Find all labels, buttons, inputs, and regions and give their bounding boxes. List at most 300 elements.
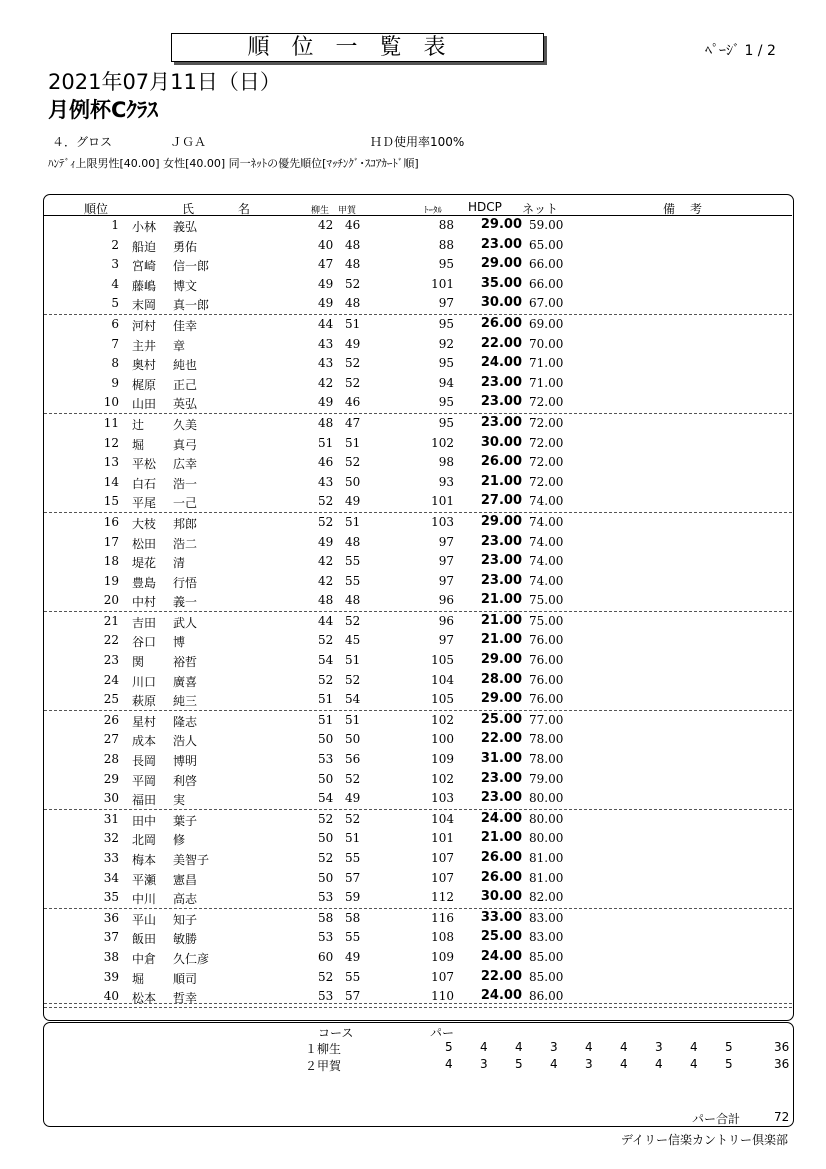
- rank-cell: 8: [111, 356, 119, 371]
- rank-cell: 28: [103, 752, 119, 767]
- surname-cell: 吉田: [132, 615, 157, 630]
- net-cell: 78.00: [529, 752, 564, 767]
- hole-par: 3: [585, 1057, 593, 1071]
- surname-cell: 堀: [132, 437, 145, 452]
- hole-par: 4: [445, 1057, 453, 1071]
- surname-cell: 主井: [132, 338, 157, 353]
- given-name-cell: 利啓: [173, 773, 198, 788]
- yagyu-score-cell: 40: [318, 237, 334, 252]
- yagyu-score-cell: 43: [318, 356, 334, 371]
- rank-cell: 11: [103, 415, 119, 430]
- net-cell: 79.00: [529, 771, 564, 786]
- net-cell: 69.00: [529, 316, 564, 331]
- col-net: ネット: [522, 202, 559, 216]
- hole-par: 4: [515, 1040, 523, 1054]
- surname-cell: 星村: [132, 714, 157, 729]
- net-cell: 72.00: [529, 474, 564, 489]
- yagyu-score-cell: 50: [318, 771, 334, 786]
- given-name-cell: 武人: [173, 615, 198, 630]
- surname-cell: 山田: [132, 397, 157, 412]
- given-name-cell: 隆志: [173, 714, 198, 729]
- event-date: 2021年07月11日（日）: [48, 70, 281, 94]
- surname-cell: 松本: [132, 991, 157, 1006]
- table-row: [44, 909, 792, 929]
- rank-cell: 27: [103, 732, 119, 747]
- total-cell: 97: [438, 296, 454, 311]
- hdcp-cell: 26.00: [480, 850, 522, 865]
- surname-cell: 藤嶋: [132, 278, 157, 293]
- rank-cell: 5: [111, 296, 119, 311]
- hole-par: 5: [725, 1040, 733, 1054]
- yagyu-score-cell: 44: [318, 613, 334, 628]
- rank-cell: 34: [103, 870, 119, 885]
- koga-score-cell: 51: [345, 712, 361, 727]
- koga-score-cell: 57: [345, 989, 361, 1004]
- hdcp-cell: 30.00: [480, 889, 522, 905]
- table-row: [44, 671, 792, 691]
- col-yagyu: 柳生: [311, 206, 330, 216]
- table-row: [44, 492, 792, 513]
- net-cell: 80.00: [529, 791, 564, 806]
- rank-cell: 12: [103, 435, 119, 450]
- table-row: [44, 849, 792, 869]
- surname-cell: 平岡: [132, 773, 157, 788]
- net-cell: 66.00: [529, 276, 564, 291]
- rank-cell: 6: [111, 316, 119, 331]
- total-cell: 96: [438, 613, 454, 628]
- total-cell: 95: [438, 415, 454, 430]
- hdcp-cell: 29.00: [480, 217, 522, 232]
- net-cell: 80.00: [529, 831, 564, 846]
- hdcp-cell: 25.00: [480, 929, 522, 945]
- hole-par: 4: [690, 1040, 698, 1054]
- col-name-b: 名: [238, 202, 251, 216]
- hole-par: 4: [690, 1057, 698, 1071]
- given-name-cell: 純也: [173, 358, 198, 373]
- given-name-cell: 博: [173, 635, 186, 650]
- total-cell: 102: [431, 771, 454, 786]
- total-cell: 112: [431, 890, 454, 905]
- hole-par: 3: [480, 1057, 488, 1071]
- net-cell: 85.00: [529, 969, 564, 984]
- yagyu-score-cell: 44: [318, 316, 334, 331]
- net-cell: 74.00: [529, 534, 564, 549]
- rank-cell: 2: [111, 237, 119, 252]
- koga-score-cell: 51: [345, 514, 361, 529]
- total-cell: 95: [438, 395, 454, 410]
- given-name-cell: 哲幸: [173, 991, 198, 1006]
- net-cell: 77.00: [529, 712, 564, 727]
- rank-cell: 10: [103, 395, 119, 410]
- col-remarks-a: 備: [663, 202, 676, 216]
- yagyu-score-cell: 46: [318, 455, 334, 470]
- yagyu-score-cell: 48: [318, 415, 334, 430]
- yagyu-score-cell: 49: [318, 395, 334, 410]
- rank-cell: 1: [111, 218, 119, 232]
- net-cell: 74.00: [529, 514, 564, 529]
- hdcp-cell: 26.00: [480, 454, 522, 470]
- net-cell: 72.00: [529, 455, 564, 470]
- net-cell: 72.00: [529, 395, 564, 410]
- koga-score-cell: 52: [345, 771, 361, 786]
- yagyu-score-cell: 52: [318, 494, 334, 509]
- table-row: [44, 869, 792, 889]
- hdcp-cell: 23.00: [480, 572, 522, 588]
- koga-score-cell: 52: [345, 613, 361, 628]
- given-name-cell: 章: [173, 338, 186, 353]
- koga-score-cell: 52: [345, 356, 361, 371]
- net-cell: 83.00: [529, 930, 564, 945]
- table-row: [44, 572, 792, 592]
- table-row: [44, 829, 792, 849]
- surname-cell: 松田: [132, 536, 157, 551]
- yagyu-score-cell: 42: [318, 554, 334, 569]
- hdcp-cell: 23.00: [480, 374, 522, 390]
- net-cell: 74.00: [529, 554, 564, 569]
- total-cell: 102: [431, 435, 454, 450]
- rank-cell: 24: [103, 672, 119, 687]
- given-name-cell: 邦郎: [173, 516, 198, 531]
- rank-cell: 35: [103, 890, 119, 905]
- table-row: [44, 236, 792, 256]
- table-row: [44, 770, 792, 790]
- surname-cell: 辻: [132, 417, 145, 432]
- given-name-cell: 久美: [173, 417, 198, 432]
- surname-cell: 末岡: [132, 298, 157, 313]
- yagyu-score-cell: 42: [318, 218, 334, 232]
- rank-cell: 32: [103, 831, 119, 846]
- total-cell: 95: [438, 356, 454, 371]
- rank-cell: 33: [103, 851, 119, 865]
- total-cell: 93: [438, 474, 454, 489]
- surname-cell: 小林: [132, 220, 157, 234]
- rank-cell: 7: [111, 336, 119, 351]
- koga-score-cell: 50: [345, 474, 361, 489]
- table-row: [44, 612, 792, 632]
- koga-score-cell: 51: [345, 435, 361, 450]
- given-name-cell: 清: [173, 556, 186, 571]
- rank-cell: 25: [103, 692, 119, 707]
- net-cell: 80.00: [529, 811, 564, 826]
- rank-cell: 16: [103, 514, 119, 529]
- koga-score-cell: 45: [345, 633, 361, 648]
- surname-cell: 飯田: [132, 932, 157, 947]
- given-name-cell: 浩人: [173, 734, 198, 749]
- hdcp-cell: 29.00: [480, 691, 522, 707]
- rank-cell: 36: [103, 910, 119, 925]
- total-cell: 92: [438, 336, 454, 351]
- course-par-total: 36: [774, 1040, 790, 1054]
- koga-score-cell: 55: [345, 930, 361, 945]
- hdcp-cell: 21.00: [480, 612, 522, 628]
- surname-cell: 堤花: [132, 556, 157, 571]
- total-cell: 107: [431, 870, 454, 885]
- hdcp-cell: 29.00: [480, 652, 522, 668]
- hole-par: 4: [550, 1057, 558, 1071]
- hdcp-cell: 22.00: [480, 968, 522, 984]
- koga-score-cell: 47: [345, 415, 361, 430]
- rank-cell: 30: [103, 791, 119, 806]
- net-cell: 65.00: [529, 237, 564, 252]
- hdcp-cell: 31.00: [480, 751, 522, 767]
- surname-cell: 宮崎: [132, 259, 157, 274]
- course-label: コース: [318, 1026, 354, 1040]
- total-cell: 101: [431, 831, 454, 846]
- col-rank: 順位: [84, 202, 109, 216]
- yagyu-score-cell: 52: [318, 969, 334, 984]
- surname-cell: 河村: [132, 318, 157, 333]
- hd-rate: ＨＤ使用率100%: [370, 135, 465, 149]
- surname-cell: 平松: [132, 457, 157, 472]
- total-cell: 109: [431, 949, 454, 964]
- given-name-cell: 実: [173, 793, 186, 808]
- koga-score-cell: 55: [345, 573, 361, 588]
- rank-cell: 40: [103, 989, 119, 1004]
- table-row: [44, 533, 792, 553]
- net-cell: 67.00: [529, 296, 564, 311]
- organization: ＪＧＡ: [170, 135, 207, 149]
- total-cell: 94: [438, 375, 454, 390]
- hdcp-cell: 22.00: [480, 731, 522, 747]
- table-row: [44, 513, 792, 533]
- koga-score-cell: 46: [345, 218, 361, 232]
- given-name-cell: 博明: [173, 754, 198, 769]
- hdcp-cell: 29.00: [480, 256, 522, 272]
- course-name: １柳生: [305, 1042, 342, 1056]
- total-cell: 97: [438, 573, 454, 588]
- table-row: [44, 750, 792, 770]
- hdcp-cell: 30.00: [480, 434, 522, 450]
- surname-cell: 白石: [132, 476, 157, 491]
- surname-cell: 中倉: [132, 951, 157, 966]
- given-name-cell: 知子: [173, 912, 198, 927]
- hdcp-cell: 35.00: [480, 275, 522, 291]
- net-cell: 82.00: [529, 890, 564, 905]
- koga-score-cell: 55: [345, 969, 361, 984]
- total-cell: 103: [431, 791, 454, 806]
- table-row: [44, 591, 792, 612]
- rank-cell: 3: [111, 257, 119, 272]
- table-row: [44, 315, 792, 335]
- surname-cell: 梅本: [132, 853, 157, 867]
- given-name-cell: 純三: [173, 694, 198, 709]
- koga-score-cell: 49: [345, 949, 361, 964]
- hole-par: 4: [480, 1040, 488, 1054]
- yagyu-score-cell: 49: [318, 296, 334, 311]
- yagyu-score-cell: 49: [318, 276, 334, 291]
- surname-cell: 福田: [132, 793, 157, 808]
- rank-cell: 31: [103, 811, 119, 826]
- hdcp-cell: 29.00: [480, 513, 522, 529]
- hole-par: 3: [655, 1040, 663, 1054]
- net-cell: 71.00: [529, 375, 564, 390]
- koga-score-cell: 55: [345, 554, 361, 569]
- hdcp-cell: 23.00: [480, 236, 522, 252]
- rank-cell: 38: [103, 949, 119, 964]
- given-name-cell: 信一郎: [173, 259, 210, 274]
- handicap-note: ﾊﾝﾃﾞｨ上限男性[40.00] 女性[40.00] 同一ﾈｯﾄの優先順位[ﾏｯﾁﾝｸﾞ･ｽｺｱｶｰﾄﾞ順]: [48, 157, 419, 170]
- yagyu-score-cell: 52: [318, 672, 334, 687]
- col-total: ﾄｰﾀﾙ: [424, 206, 443, 216]
- surname-cell: 成本: [132, 734, 157, 749]
- koga-score-cell: 48: [345, 257, 361, 272]
- page-title: 順位一覧表: [171, 33, 544, 62]
- course-par-total: 36: [774, 1057, 790, 1071]
- hdcp-cell: 33.00: [480, 909, 522, 925]
- net-cell: 72.00: [529, 435, 564, 450]
- par-total: 72: [774, 1110, 790, 1124]
- rank-cell: 22: [103, 633, 119, 648]
- yagyu-score-cell: 52: [318, 514, 334, 529]
- given-name-cell: 行悟: [173, 575, 198, 590]
- net-cell: 70.00: [529, 336, 564, 351]
- hole-par: 3: [550, 1040, 558, 1054]
- given-name-cell: 博文: [173, 278, 198, 293]
- net-cell: 76.00: [529, 692, 564, 707]
- net-cell: 81.00: [529, 851, 564, 865]
- table-row: [44, 948, 792, 968]
- table-row: [44, 453, 792, 473]
- surname-cell: 平尾: [132, 496, 157, 511]
- table-row: [44, 354, 792, 374]
- yagyu-score-cell: 53: [318, 890, 334, 905]
- given-name-cell: 美智子: [173, 853, 210, 867]
- hdcp-cell: 26.00: [480, 315, 522, 331]
- koga-score-cell: 52: [345, 375, 361, 390]
- hdcp-cell: 23.00: [480, 394, 522, 410]
- koga-score-cell: 59: [345, 890, 361, 905]
- yagyu-score-cell: 60: [318, 949, 334, 964]
- given-name-cell: 英弘: [173, 397, 198, 412]
- total-cell: 110: [431, 989, 454, 1004]
- table-row: [44, 414, 792, 434]
- total-cell: 95: [438, 316, 454, 331]
- table-row: [44, 730, 792, 750]
- net-cell: 72.00: [529, 415, 564, 430]
- total-cell: 100: [431, 732, 454, 747]
- yagyu-score-cell: 50: [318, 732, 334, 747]
- rank-cell: 17: [103, 534, 119, 549]
- given-name-cell: 久仁彦: [173, 951, 210, 966]
- total-cell: 97: [438, 633, 454, 648]
- table-row: [44, 473, 792, 493]
- rank-cell: 13: [103, 455, 119, 470]
- given-name-cell: 義一: [173, 595, 198, 610]
- hdcp-cell: 27.00: [480, 493, 522, 509]
- yagyu-score-cell: 51: [318, 712, 334, 727]
- given-name-cell: 正己: [173, 377, 198, 392]
- par-total-label: パー合計: [692, 1112, 741, 1126]
- competition-name: 月例杯Cｸﾗｽ: [48, 98, 158, 122]
- net-cell: 66.00: [529, 257, 564, 272]
- net-cell: 74.00: [529, 573, 564, 588]
- koga-score-cell: 49: [345, 791, 361, 806]
- given-name-cell: 葉子: [173, 813, 198, 828]
- col-name-a: 氏: [182, 202, 195, 216]
- surname-cell: 関: [132, 655, 145, 670]
- hdcp-cell: 28.00: [480, 671, 522, 687]
- koga-score-cell: 54: [345, 692, 361, 707]
- given-name-cell: 廣喜: [173, 674, 198, 689]
- table-row: [44, 216, 792, 236]
- given-name-cell: 真一郎: [173, 298, 210, 313]
- koga-score-cell: 48: [345, 593, 361, 608]
- hdcp-cell: 23.00: [480, 553, 522, 569]
- table-row: [44, 393, 792, 414]
- yagyu-score-cell: 54: [318, 791, 334, 806]
- given-name-cell: 裕哲: [173, 655, 198, 670]
- net-cell: 81.00: [529, 870, 564, 885]
- yagyu-score-cell: 47: [318, 257, 334, 272]
- koga-score-cell: 48: [345, 534, 361, 549]
- hdcp-cell: 21.00: [480, 473, 522, 489]
- koga-score-cell: 55: [345, 851, 361, 865]
- table-row: [44, 552, 792, 572]
- yagyu-score-cell: 53: [318, 930, 334, 945]
- net-cell: 74.00: [529, 494, 564, 509]
- rank-cell: 39: [103, 969, 119, 984]
- rank-cell: 20: [103, 593, 119, 608]
- koga-score-cell: 56: [345, 752, 361, 767]
- total-cell: 88: [438, 237, 454, 252]
- course-par-box: [43, 1022, 794, 1127]
- table-row: [44, 690, 792, 711]
- hdcp-cell: 21.00: [480, 592, 522, 608]
- given-name-cell: 勇佑: [173, 239, 198, 254]
- table-row: [44, 888, 792, 909]
- rank-cell: 4: [111, 276, 119, 291]
- total-cell: 103: [431, 514, 454, 529]
- koga-score-cell: 58: [345, 910, 361, 925]
- yagyu-score-cell: 53: [318, 989, 334, 1004]
- yagyu-score-cell: 50: [318, 831, 334, 846]
- hdcp-cell: 21.00: [480, 830, 522, 846]
- col-remarks-b: 考: [690, 202, 703, 216]
- given-name-cell: 修: [173, 833, 186, 848]
- surname-cell: 中川: [132, 892, 157, 907]
- surname-cell: 堀: [132, 971, 145, 986]
- scoring-type: ４．グロス: [52, 135, 113, 149]
- koga-score-cell: 48: [345, 296, 361, 311]
- given-name-cell: 真弓: [173, 437, 198, 452]
- total-cell: 107: [431, 851, 454, 865]
- hdcp-cell: 23.00: [480, 533, 522, 549]
- hdcp-cell: 30.00: [480, 295, 522, 311]
- total-cell: 107: [431, 969, 454, 984]
- page-number: ﾍﾟｰｼﾞ 1 / 2: [705, 43, 776, 59]
- net-cell: 76.00: [529, 672, 564, 687]
- hdcp-cell: 24.00: [480, 355, 522, 371]
- koga-score-cell: 50: [345, 732, 361, 747]
- rank-cell: 21: [103, 613, 119, 628]
- total-cell: 97: [438, 534, 454, 549]
- net-cell: 76.00: [529, 653, 564, 668]
- given-name-cell: 高志: [173, 892, 198, 907]
- table-row: [44, 434, 792, 454]
- surname-cell: 萩原: [132, 694, 157, 709]
- surname-cell: 船迫: [132, 239, 157, 254]
- surname-cell: 長岡: [132, 754, 157, 769]
- hole-par: 4: [620, 1040, 628, 1054]
- total-cell: 108: [431, 930, 454, 945]
- table-row: [44, 987, 792, 1008]
- koga-score-cell: 57: [345, 870, 361, 885]
- hdcp-cell: 22.00: [480, 335, 522, 351]
- surname-cell: 川口: [132, 674, 157, 689]
- net-cell: 78.00: [529, 732, 564, 747]
- table-end-divider: [44, 1003, 792, 1004]
- total-cell: 98: [438, 455, 454, 470]
